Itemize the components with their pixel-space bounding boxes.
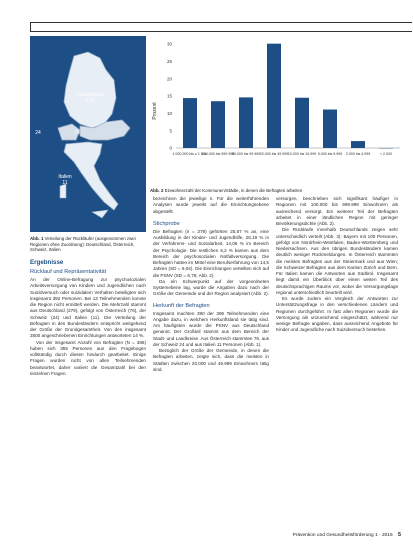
map-caption-label: Abb. 1 — [30, 236, 44, 241]
col2-paragraph-2: Da ein Schwerpunkt auf der vorgeordneten Systemebene lag, wurde die Angaben dazu nach der Größe der Gemeinde und der Region analysiert (Abb. 2). — [153, 278, 269, 297]
col3-paragraph-2: Es wurde zudem ein Vergleich der Antworten zur Unterstützungsfrage in den verschiedenen Ländern und Regionen durchgeführt. In fast allen Regionen wurde die Versorgung als unzureichend eingeschätzt, während nur wenige Befragte angaben, dass ausreichend Angebote für Kinder und Jugendliche nach Suizidversuch bestehen. — [276, 296, 398, 333]
map-label-italy-value: 11 — [62, 180, 68, 186]
col2-paragraph-1: Die Befragten (n = 379) gehörten 25,67 % an, eine Ausbildung in der Kinder- und Jugendhilfe, 26,19 % in der Verfahrens- und Sozialarbeit, 14,06 % im Bereich der Psychologie. Die restlichen 6,2 % kamen aus dem Bereich der psychosozialen Notfallversorgung. Die Befragten hatten im Mittel eine Berufserfahrung von 14,5 Jahren (SD = 9,04). Die Einrichtungen verteilten sich auf die PSNV (SD = 6,76; Abb. 2). — [153, 228, 269, 278]
y-tick-label: 0 — [169, 145, 172, 151]
bar — [351, 141, 365, 148]
y-tick-label: 25 — [166, 58, 172, 64]
bar — [295, 98, 309, 148]
chart-caption-text: Einwohnerzahl der Kommunen/Städte, in denen die Befragten arbeiten — [164, 188, 303, 193]
col3-paragraph-top: versorgen, beschrieben sich signifikant häufiger in Regionen mit 100.000 bis 999.999 Einwohnern als ausreichend versorgt. Ein weiterer Teil der Befragten arbeitet in einer ländlichen Region mit geringer Bevölkerungsdichte (Abb. 2). — [276, 196, 398, 226]
column-3 — [276, 196, 398, 518]
col3-paragraph-1: Die Rückläufe innerhalb Deutschlands zeigen sehr unterschiedlich verteilt (Abb. 3): Bayern mit 100 Personen, gefolgt von Nordrhein-Westfalen, Baden-Württemberg und Niedersachsen. Aus den übrigen Bundesländern kamen deutlich weniger Rückmeldungen. In Österreich stammten die meisten Befragten aus der Steiermark und aus Wien; die Schweizer Befragten aus dem Kanton Zürich und Bern. Für Italien kamen die Antworten aus Südtirol. Insgesamt liegt damit ein Überblick über einen weiten Teil des deutschsprachigen Raums vor, wobei die Versorgungslage regional unterschiedlich beurteilt wird. — [276, 227, 398, 295]
bar — [211, 101, 225, 148]
population-bar-chart — [150, 36, 410, 186]
header-rule — [30, 22, 412, 32]
page-number: 5 — [398, 532, 401, 538]
y-tick-label: 5 — [169, 128, 172, 134]
y-tick-label: 15 — [166, 93, 172, 99]
x-tick-label: 10.000 bis 19.999 — [287, 152, 317, 156]
y-tick-label: 10 — [166, 110, 172, 116]
map-label-switzerland-value: 24 — [35, 130, 41, 136]
heading-herkunft: Herkunft der Befragten — [153, 302, 210, 309]
col2-paragraph-4: Bezüglich der Größe der Gemeinde, in denen die Befragten arbeiten, zeigte sich, dass die meisten in Städten zwischen 20.000 und 49.999 Einwohnern tätig sind. — [153, 348, 269, 372]
col2-paragraph-3: Insgesamt machten 390 der 396 Teilnehmenden eine Angabe dazu, in welchem Herkunftsland sie tätig sind. Am häufigsten wurde die PSNV aus Deutschland genannt. Der Großteil stammt aus dem Bereich der Stadt- und Landkreise. Aus Österreich stammten 76, aus der Schweiz 24 und aus Italien 11 Personen (Abb. 1). — [153, 310, 269, 347]
page-footer — [293, 532, 401, 538]
map-label-germany-value: 279 — [85, 98, 95, 104]
footer-journal: Prävention und Gesundheitsförderung 1 · 2016 — [292, 533, 393, 538]
heading-stichprobe: Stichprobe — [153, 220, 180, 227]
map-label-germany-name: Deutschland — [76, 92, 104, 98]
bar — [183, 98, 197, 148]
map-figure — [30, 36, 146, 232]
map-label-austria-value: 76 — [74, 130, 80, 136]
col1-paragraph-1: An der Online-Befragung zur psychosozialen Arbeitsversorgung von Kindern und Jugendlichen nach Suizidversuch oder suizidalem Verhalten beteiligten sich insgesamt 392 Personen. Bei 13 Teilnehmenden konnte die Region nicht ermittelt werden. Die Mehrzahl stammt aus Deutschland (279), gefolgt von Österreich (76), der Schweiz (24) und Italien (11). Die Verteilung der Befragten in den Bundesländern entspricht weitgehend der Größe der Grundgesamtheit. Von den insgesamt 2800 angeschriebenen Einrichtungen antworteten 14 %. — [30, 277, 146, 339]
y-tick-label: 20 — [166, 76, 172, 82]
column-2 — [153, 196, 269, 518]
x-tick-label: 50.000 bis 99.999 — [231, 152, 261, 156]
heading-ruecklauf: Rücklauf und Repräsentativität — [30, 269, 107, 275]
x-tick-label: 1.000.000 bis ≥ 1 Mio. — [172, 152, 208, 156]
x-tick-label: 100.000 bis 999.999 — [201, 152, 235, 156]
heading-results: Ergebnisse — [30, 259, 64, 266]
column-1 — [30, 256, 146, 518]
chart-svg — [150, 36, 410, 186]
col2-paragraph-top: bezeichnen die jeweilige n. Für die weiterführenden Analysen wurde jeweils auf die Einrichtungsebene abgestellt. — [153, 196, 269, 214]
x-tick-label: 2.000 bis 4.999 — [345, 152, 371, 156]
map-label-italy-name: Italien — [58, 174, 72, 180]
map-caption-text: Verteilung der Rückläufer (ausgenommen zwei Regionen ohne Zuordnung): Deutschland, Österreich, Schweiz, Italien — [30, 236, 136, 253]
x-tick-label: 20.000 bis 49.999 — [259, 152, 289, 156]
chart-y-axis-label: Prozent — [152, 102, 158, 120]
bar — [267, 44, 281, 148]
x-tick-label: 5.000 bis 9.999 — [317, 152, 343, 156]
x-tick-label: < 2.000 — [379, 152, 393, 156]
chart-caption-label: Abb. 2 — [150, 188, 164, 193]
col1-paragraph-2: Von der insgesamt Anzahl von Befragten (N = 386) haben sich 355 Personen aus den Fragebogen vollständig durch diesen hindurch gearbeitet. Einige Fragen wurden nicht von allen Teilnehmenden beantwortet, daher variiert die Gesamtzahl bei den einzelnen Fragen. — [30, 339, 146, 376]
bar — [239, 97, 253, 148]
chart-caption — [150, 188, 408, 194]
map-caption — [30, 236, 146, 253]
bar — [323, 110, 337, 148]
y-tick-label: 30 — [166, 41, 172, 47]
